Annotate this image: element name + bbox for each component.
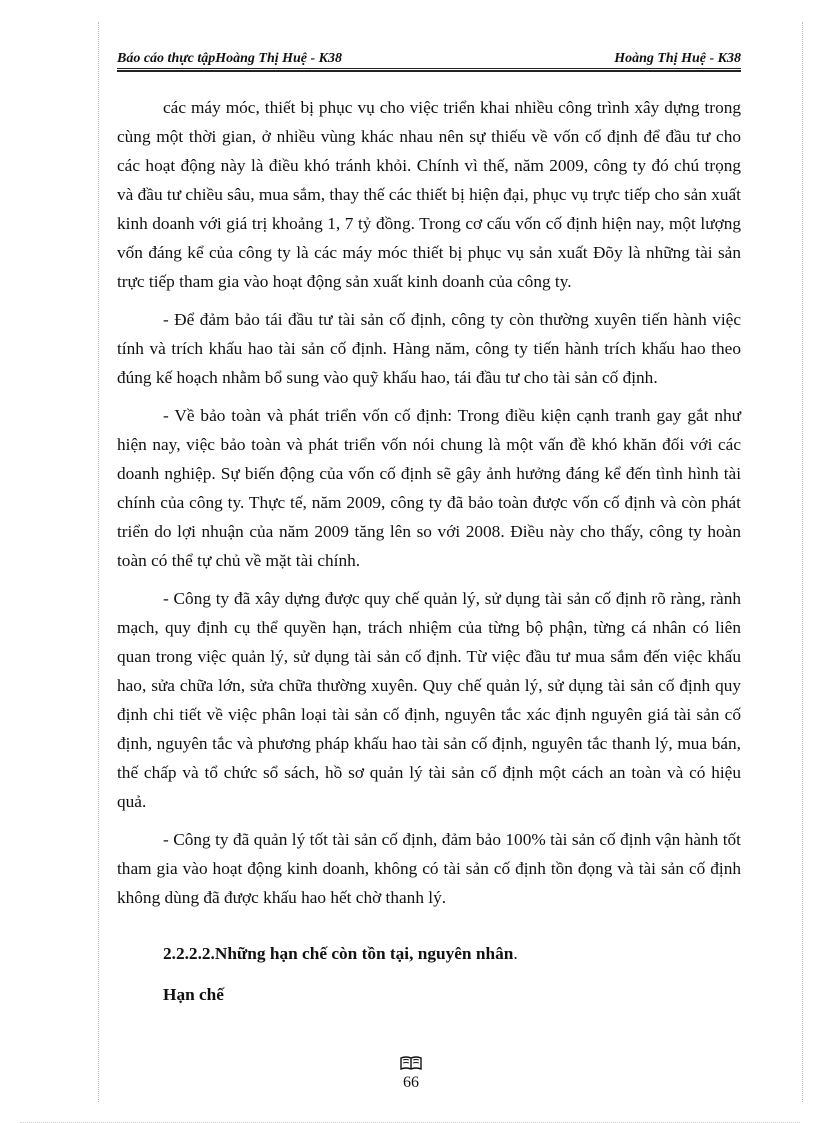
section-heading-period: . xyxy=(513,944,518,963)
document-body xyxy=(117,93,741,912)
book-icon xyxy=(400,1055,422,1071)
page-number: 66 xyxy=(403,1074,419,1091)
section-heading xyxy=(163,944,518,964)
paragraph: - Công ty đã xây dựng được quy chế quản lý, sử dụng tài sản cố định rõ ràng, rành mạch, quy định cụ thể quyền hạn, trách nhiệm của từng bộ phận, từng cá nhân có liên quan trong việc quản lý, sử dụng tài sản cố định. Từ việc đầu tư mua sắm đến việc khấu hao, sửa chữa lớn, sửa chữa thường xuyên. Quy chế quản lý, sử dụng tài sản cố định quy định chi tiết về việc phân loại tài sản cố định, nguyên tắc xác định nguyên giá tài sản cố định, nguyên tắc và phương pháp khấu hao tài sản cố định, nguyên tắc thanh lý, mua bán, thế chấp và tổ chức sổ sách, hồ sơ quản lý tài sản cố định một cách an toàn và có hiệu quả. xyxy=(117,589,741,811)
page-header xyxy=(117,47,741,69)
subheading: Hạn chế xyxy=(163,985,224,1004)
header-left-text: Báo cáo thực tậpHoàng Thị Huệ - K38 xyxy=(117,51,343,66)
section-heading-text: 2.2.2.2.Những hạn chế còn tồn tại, nguyên nhân xyxy=(163,944,514,963)
paragraph: - Về bảo toàn và phát triển vốn cố định: Trong điều kiện cạnh tranh gay gắt như hiện nay, việc bảo toàn và phát triển vốn nói chung là một vấn đề khó khăn đối với các doanh nghiệp. Sự biến động của vốn cố định sẽ gây ảnh hưởng đáng kể đến tình hình tài chính của công ty. Thực tế, năm 2009, công ty đã bảo toàn được vốn cố định và còn phát triển do lợi nhuận của năm 2009 tăng lên so với 2008. Điều này cho thấy, công ty hoàn toàn có thể tự chủ về mặt tài chính. xyxy=(117,406,741,570)
paragraph: - Công ty đã quản lý tốt tài sản cố định, đảm bảo 100% tài sản cố định vận hành tốt tham gia vào hoạt động kinh doanh, không có tài sản cố định tồn đọng và tài sản cố định không dùng đã được khấu hao hết chờ thanh lý. xyxy=(117,830,741,907)
header-right-text: Hoàng Thị Huệ - K38 xyxy=(614,51,741,66)
header-rule xyxy=(117,68,741,72)
paragraph: các máy móc, thiết bị phục vụ cho việc triển khai nhiều công trình xây dựng trong cùng một thời gian, ở nhiều vùng khác nhau nên sự thiếu về vốn cố định để đầu tư cho các hoạt động này là điều khó tránh khỏi. Chính vì thế, năm 2009, công ty đó chú trọng và đầu tư chiều sâu, mua sắm, thay thế các thiết bị hiện đại, phục vụ trực tiếp cho sản xuất kinh doanh với giá trị khoảng 1, 7 tỷ đồng. Trong cơ cấu vốn cố định hiện nay, một lượng vốn đáng kể của công ty là các máy móc thiết bị phục vụ sản xuất Đõy là những tài sản trực tiếp tham gia vào hoạt động sản xuất kinh doanh của công ty. xyxy=(117,98,741,291)
paragraph: - Để đảm bảo tái đầu tư tài sản cố định, công ty còn thường xuyên tiến hành việc tính và trích khấu hao tài sản cố định. Hàng năm, công ty tiến hành trích khấu hao theo đúng kế hoạch nhằm bổ sung vào quỹ khấu hao, tái đầu tư cho tài sản cố định. xyxy=(117,310,741,387)
